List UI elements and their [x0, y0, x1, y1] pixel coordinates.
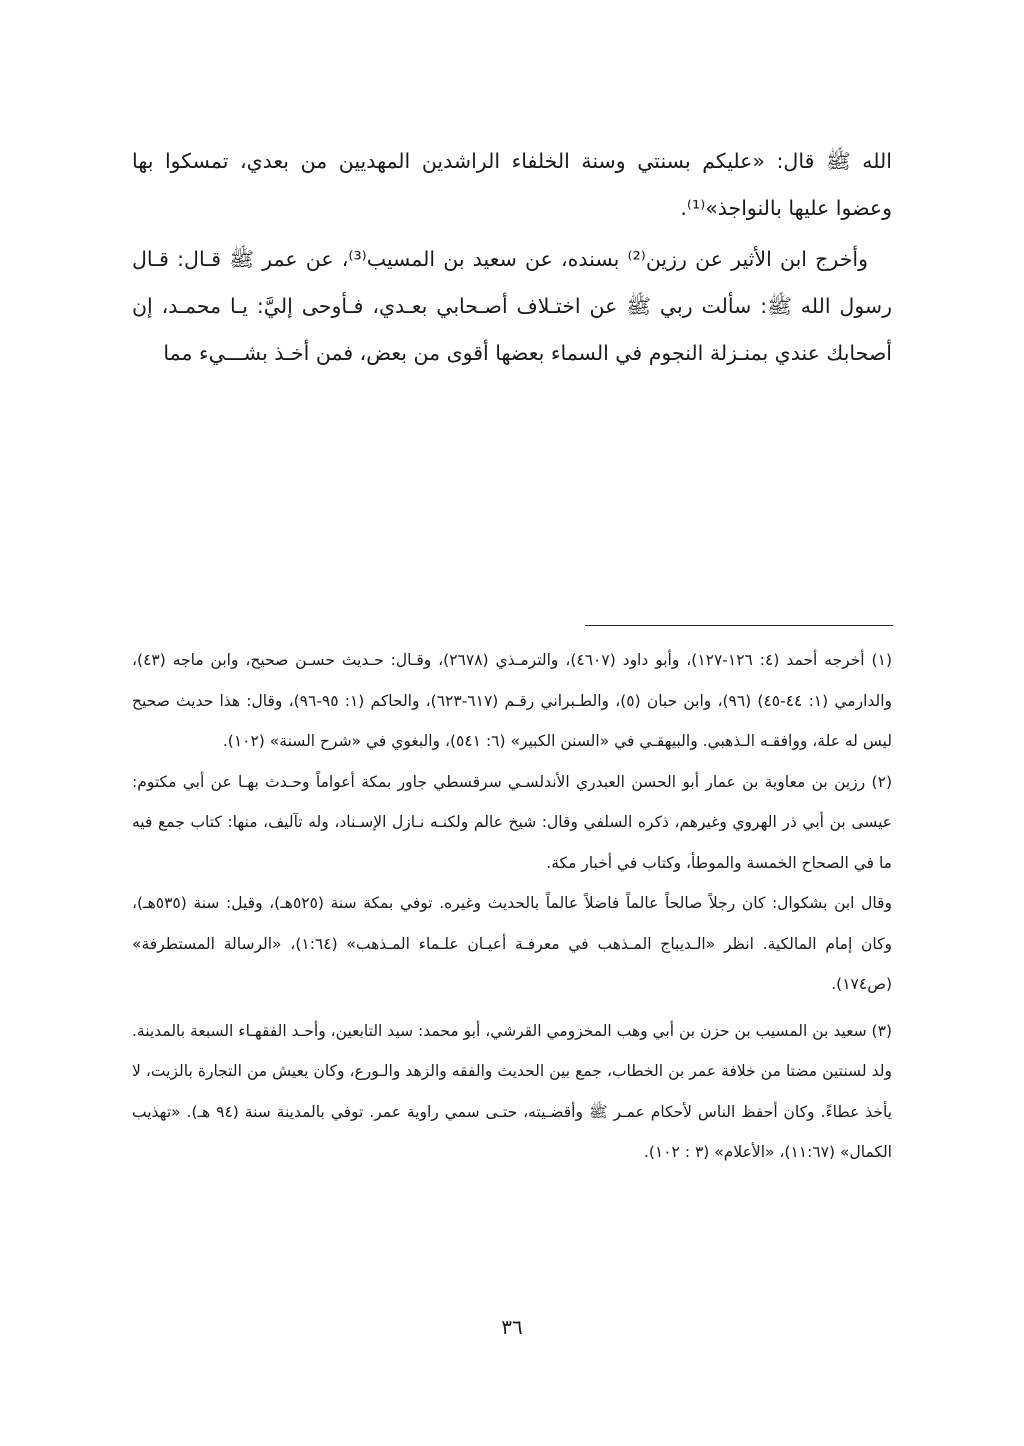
- footnotes: [132, 640, 892, 1173]
- footnote-3: (٣) سعيد بن المسيب بن حزن بن أبي وهب المخزومي القرشي، أبو محمد: سيد التابعين، وأحـد الفقهـاء السبعة بالمدينة. ولد لسنتين مضتا من خلافة عمر بن الخطاب، جمع بين الحديث والفقه والزهد والـورع، وكان يعيش من التجارة بالزيت، لا يأخذ عطاءً. وكان أحفظ الناس لأحكام عمـر ﷺ وأقضـيته، حتـى سمي راوية عمر. توفي بالمدينة سنة (٩٤ هـ). «تهذيب الكمال» (١١:٦٧)، «الأعلام» (٣ : ١٠٢).: [132, 1021, 893, 1161]
- footnote-2: (٢) رزين بن معاوية بن عمار أبو الحسن العبدري الأندلسـي سرقسطي جاور بمكة أعواماً وحـدث بهـا عن أبي مكتوم: عيسى بن أبي ذر الهروي وغيرهم، ذكره السلفي وقال: شيخ عالم ولكنـه نـازل الإسـناد، وله تآليف، منها: كتاب جمع فيه ما في الصحاح الخمسة والموطأ، وكتاب في أخبار مكة.: [132, 772, 892, 872]
- footnote-separator: [585, 625, 893, 626]
- footnote-2-continued: وقال ابن بشكوال: كان رجلاً صالحاً عالماً فاضلاً عالماً بالحديث وغيره. توفي بمكة سنة (٥٢٥هـ)، وقيل: سنة (٥٣٥هـ)، وكان إمام المالكية. انظر «الـديباج المـذهب في معرفـة أعيـان علـماء المـذهب» (١:٦٤)، «الرسالة المستطرفة» (ص١٧٤).: [132, 894, 892, 993]
- main-paragraph-2: وأخرج ابن الأثير عن رزين⁽²⁾ بسنده، عن سعيد بن المسيب⁽³⁾، عن عمر ﷺ قـال: قـال رسول الله ﷺ: سألت ربي ﷺ عن اختـلاف أصـحابي بعـدي، فـأوحى إليَّ: يـا محمـد، إن أصحابك عندي بمنـزلة النجوم في السماء بعضها أقوى من بعض، فمن أخـذ بشـــيء مما: [132, 247, 892, 365]
- main-text: [132, 138, 892, 377]
- main-paragraph-1: الله ﷺ قال: «عليكم بسنتي وسنة الخلفاء الراشدين المهديين من بعدي، تمسكوا بها وعضوا عليها بالنواجذ»⁽¹⁾.: [132, 149, 892, 220]
- page-number: ٣٦: [501, 1315, 523, 1339]
- footnote-1: (١) أخرجه أحمد (٤: ١٢٦-١٢٧)، وأبو داود (٤٦٠٧)، والترمـذي (٢٦٧٨)، وقـال: حـديث حسـن صحيح، وابن ماجه (٤٣)، والدارمي (١: ٤٤-٤٥) (٩٦)، وابن حبان (٥)، والطـبراني رقـم (٦١٧-٦٢٣)، والحاكم (١: ٩٥-٩٦)، وقال: هذا حديث صحيح ليس له علة، ووافقـه الـذهبي. والبيهقـي في «السنن الكبير» (٦: ٥٤١)، والبغوي في «شرح السنة» (١٠٢).: [132, 651, 893, 750]
